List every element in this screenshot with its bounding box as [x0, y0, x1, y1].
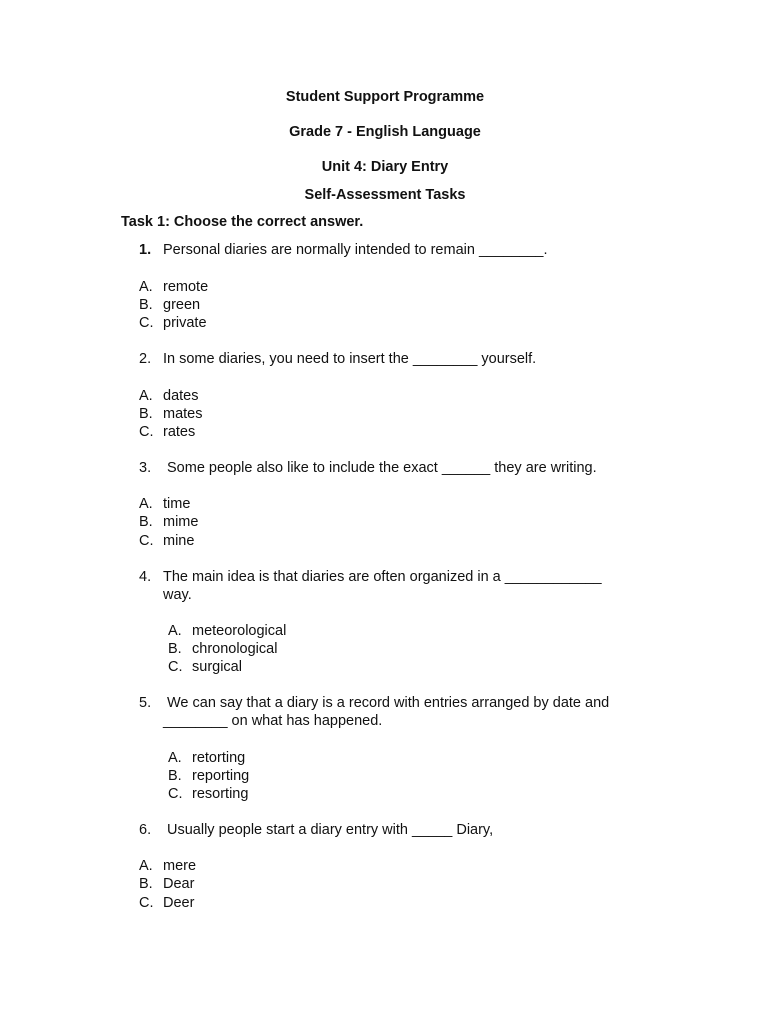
option-letter: B. — [139, 876, 153, 892]
option-letter: C. — [139, 424, 154, 440]
question-text-continued: way. — [163, 587, 192, 603]
option-letter: C. — [139, 533, 154, 549]
grade-title: Grade 7 - English Language — [289, 124, 481, 140]
assessment-subtitle: Self-Assessment Tasks — [304, 187, 466, 203]
question-number: 2. — [139, 351, 152, 367]
option-letter: B. — [139, 406, 153, 422]
option-text: time — [163, 496, 191, 512]
option-text: Dear — [163, 876, 195, 892]
option-text: retorting — [192, 750, 246, 766]
option-text: green — [163, 297, 201, 313]
option-text: private — [163, 315, 207, 331]
option-letter: A. — [139, 388, 153, 404]
option-text: rates — [163, 424, 196, 440]
question-number: 6. — [139, 822, 152, 838]
option-text: surgical — [192, 659, 242, 675]
option-letter: A. — [139, 858, 153, 874]
option-letter: C. — [139, 315, 154, 331]
option-letter: B. — [139, 514, 153, 530]
option-text: mere — [163, 858, 197, 874]
option-text: remote — [163, 279, 209, 295]
option-letter: A. — [168, 750, 182, 766]
question-text: Personal diaries are normally intended to remain ________. — [163, 242, 548, 258]
option-letter: A. — [139, 279, 153, 295]
option-text: reporting — [192, 768, 250, 784]
option-text: meteorological — [192, 623, 287, 639]
question-text: Some people also like to include the exact ______ they are writing. — [167, 460, 597, 476]
option-letter: B. — [139, 297, 153, 313]
option-letter: C. — [139, 895, 154, 911]
option-letter: B. — [168, 641, 182, 657]
option-text: dates — [163, 388, 199, 404]
question-number: 1. — [139, 242, 152, 258]
question-text: The main idea is that diaries are often organized in a ____________ — [163, 569, 602, 585]
option-letter: A. — [168, 623, 182, 639]
task-title: Task 1: Choose the correct answer. — [121, 214, 364, 230]
option-letter: A. — [139, 496, 153, 512]
unit-title: Unit 4: Diary Entry — [321, 159, 449, 175]
option-letter: B. — [168, 768, 182, 784]
question-text-continued: ________ on what has happened. — [163, 713, 383, 729]
option-text: mime — [163, 514, 199, 530]
option-text: mine — [163, 533, 195, 549]
option-text: chronological — [192, 641, 278, 657]
question-text: We can say that a diary is a record with entries arranged by date and — [167, 695, 610, 711]
option-text: mates — [163, 406, 203, 422]
question-number: 4. — [139, 569, 152, 585]
option-text: Deer — [163, 895, 195, 911]
option-letter: C. — [168, 659, 183, 675]
question-number: 5. — [139, 695, 152, 711]
question-number: 3. — [139, 460, 152, 476]
question-text: In some diaries, you need to insert the ________ yourself. — [163, 351, 537, 367]
question-text: Usually people start a diary entry with _____ Diary, — [167, 822, 494, 838]
option-text: resorting — [192, 786, 249, 802]
option-letter: C. — [168, 786, 183, 802]
programme-title: Student Support Programme — [285, 89, 485, 105]
